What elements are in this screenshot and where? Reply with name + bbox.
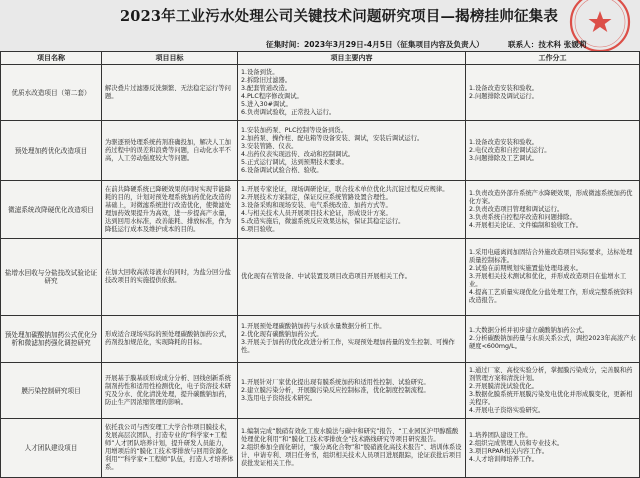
content-line: 5.改造实施后，微滤系统反应效果达标，保证其稳定运行。	[241, 217, 405, 225]
collection-time: 征集时间：2023年3月29日-4月5日（征集项目内容及负责人）	[266, 40, 484, 49]
project-name-cell: 微滤系统改降硬优化改造项目	[1, 181, 102, 238]
content-line: 1.编制完成“脱硝有效化工废水膜法与碳中和研究”报告、“工业园区沪甲醇醛酸处理优化利用”和“膜化工技术零排放全”技术路线研究等项目研究报告。	[241, 428, 459, 443]
content-line: 6.负责调试验收，正常投入运行。	[241, 108, 336, 116]
project-goal-cell: 在加大回收高浓母液水的同时，为盐分回分盐技改项目的实施提供依据。	[102, 239, 238, 315]
work-division-cell	[466, 121, 639, 180]
table-row	[1, 65, 639, 121]
division-line: 1.采用电磁离间加固结合外施改造项目实际要求，达标处理质量控制标准。	[469, 249, 633, 264]
work-division-cell	[466, 363, 639, 418]
content-line: 2.加药泵、操作柱、配电箱等设备安装、调试，安装后调试运行。	[241, 134, 424, 142]
project-goal-cell: 形成适合现场实际的预处理碳酸钠加药公式，药剂投加规范化，实现降耗的目标。	[102, 316, 238, 362]
content-line: 2.建立膜污染分析，开展膜污染反应控制标准，优化制度控制流程。	[241, 386, 430, 394]
work-division-cell	[466, 419, 639, 477]
document-title: 2023年工业污水处理公司关键技术问题研究项目—揭榜挂帅征集表	[120, 8, 559, 25]
division-line: 4.开展电子资络实验研究。	[469, 406, 545, 414]
division-line: 1.培养团队建设工作。	[469, 432, 532, 439]
table-header-row	[1, 52, 639, 65]
content-line: 3.设备采购和现场安装、电气系统改造、加药方式等。	[241, 201, 392, 209]
contact-person: 联系人：技术科 张媛莉	[508, 40, 587, 49]
division-line: 2.分析碳酸钠加药量与水质关系公式，调控2023年高浓产水硬度<600mg/L。	[469, 335, 636, 350]
content-line: 1.安装加药泵、PLC控制等设备到货。	[241, 126, 347, 134]
header-project-goal: 项目目标	[102, 52, 238, 64]
project-name-cell: 膜污染控制研究项目	[1, 363, 102, 418]
project-goal-cell: 为驱逐预处理系统药剂准确投加，解决人工加药过程中的误差和浪费等问题，自动化水平不高，人工劳动强度较大等问题。	[102, 121, 238, 180]
content-line: 优化现有在管设备、中试装置及项目改造项目开展相关工作。	[241, 273, 412, 280]
header-project-name: 项目名称	[1, 52, 102, 64]
division-line: 2.开展膜清洗试验优化。	[469, 382, 538, 390]
content-line: 5.进入30#调试。	[241, 100, 292, 108]
division-line: 3.项目RPAR相关内容工作。	[469, 448, 549, 455]
division-line: 2.电仪改造和自控调试运行。	[469, 146, 551, 154]
work-division-cell	[466, 316, 639, 362]
project-name-cell: 预处理加药优化改造项目	[1, 121, 102, 180]
division-line: 2.问题排除及调试运行。	[469, 92, 538, 100]
main-content-cell	[238, 363, 466, 418]
content-line: 2.优化现有碳酸钠加药公式。	[241, 331, 323, 338]
table-row	[1, 121, 639, 181]
project-goal-cell: 依托我公司与西安理工大学合作项目膜技术，发展高层次团队，打造专业的“科学家+工程师”人才团队培养计划，提升研发人员能力，用增项后的“膜化工技术零排放与回用资源化利用”“科学家+工程师”队伍，打造人才培养体系。	[102, 419, 238, 477]
project-goal-cell: 在前共降硬系统已降硬效果的同时实现节能降耗的目的，计划对预处理系统加药优化改造的基础上，对微滤系统进行改造优化，使微滤处理加药效果提升为高效，进一步提高产水量，达到回用水标准，改善能耗、排放标准，作为降低运行成本及维护成本的目的。	[102, 181, 238, 238]
content-line: 2.拆除旧过滤器。	[241, 76, 292, 84]
table-row	[1, 363, 639, 419]
header-main-content: 项目主要内容	[238, 52, 466, 64]
content-line: 2.开展技术方案制定，保证反应系统管路设置合理性。	[241, 193, 392, 201]
project-goal-cell: 开展基于膜基质形成成分分析、回线创新系统制剂药性和适用性检测优化，电子资溶技术研究及分水、优化清洗处理，提升碳酸钠加药，防止生产因浓缩管理的影响。	[102, 363, 238, 418]
main-content-cell	[238, 419, 466, 477]
division-line: 1.设备改造安装和验收。	[469, 84, 538, 92]
content-line: 3.安装管路、仪表。	[241, 142, 298, 150]
project-name-cell: 预处理加碳酸钠加药公式优化分析和微滤加药强化调控研究	[1, 316, 102, 362]
division-line: 3.问题排除及工艺调试。	[469, 154, 538, 162]
project-goal-cell: 解决叠片过滤器反洗频繁、无法稳定运行等问题。	[102, 65, 238, 120]
main-content-cell	[238, 316, 466, 362]
content-line: 3.选用电子资络技术研究。	[241, 394, 317, 402]
main-content-cell	[238, 121, 466, 180]
content-line: 4.与相关技术人员开展项目技术论证，形成设计方案。	[241, 209, 392, 217]
division-line: 2.负责改造项目管理和调试运行。	[469, 205, 564, 213]
content-line: 2.组织参加全面化研讨，“膜分离化合物”和“脱硝液化高技术报告”、培训体系设计、申请专利、项目任务书，组织相关技术人员项目进展跟踪，论证获批后项目获批发证相关工作。	[241, 444, 462, 467]
table-row	[1, 419, 639, 478]
work-division-cell	[466, 65, 639, 120]
content-line: 1.设备到货。	[241, 68, 279, 76]
table-row	[1, 239, 639, 316]
work-division-cell	[466, 239, 639, 315]
division-line: 3.数据化膜系统开展膜污染发电优化并形成膜变化，更新相关程序。	[469, 390, 633, 406]
content-line: 6.设备调试试验合格、验收。	[241, 166, 323, 174]
content-line: 6.项目验收。	[241, 225, 279, 233]
content-line: 5.正式运行调试，达到预期技术要求。	[241, 158, 348, 166]
collection-table	[0, 51, 640, 478]
content-line: 3.开展关于加药的优化改进分析工作，实现预处理加药量的发生控制、可操作性。	[241, 339, 455, 354]
content-line: 3.配套管道改造。	[241, 84, 292, 92]
header-work-division: 工作分工	[538, 54, 567, 62]
table-row	[1, 181, 639, 239]
division-line: 3.开展相关技术测试和优化，并形成改造项目在盐增水工业。	[469, 273, 627, 288]
division-line: 1.设备改造安装和验收。	[469, 138, 538, 146]
content-line: 4.PLC程序修改调试。	[241, 92, 303, 100]
division-line: 3.负责系统自控程序改造和问题排除。	[469, 213, 576, 221]
table-row	[1, 316, 639, 363]
division-line: 1.大数据分析并初步建立碳酸钠加药公式。	[469, 327, 589, 334]
content-line: 1.开展针对厂家优化提出现有膜系统加药和适用性控制、试验研究。	[241, 378, 430, 386]
division-line: 1.负责改造外部升系统产水降硬效果，形成微滤系统加药优化方案。	[469, 189, 633, 205]
main-content-cell	[238, 65, 466, 120]
project-name-cell: 盐增水回收与分盐技改试验论证研究	[1, 239, 102, 315]
main-content-cell	[238, 239, 466, 315]
work-division-cell	[466, 181, 639, 238]
division-line: 4.开展相关论证、文件编制和验收工作。	[469, 221, 583, 229]
division-line: 1.通过厂家、高校实验分析，掌握膜污染成分，完善膜和药剂管理方案和清洗计划。	[469, 366, 633, 382]
division-line: 4.提高工艺质量实现优化分盐处理工作，形成完整系统资料改造报告。	[469, 289, 633, 304]
division-line: 4.人才培训师培养工作。	[469, 456, 538, 463]
division-line: 2.组织完成管理人员和专业技术。	[469, 440, 564, 447]
main-content-cell	[238, 181, 466, 238]
project-name-cell: 人才团队建设项目	[1, 419, 102, 477]
content-line: 1.开展预处理碳酸钠加药与水质水量数据分析工作。	[241, 323, 386, 330]
division-line: 2.试验在前期规划实施置盐处理母液水。	[469, 265, 583, 272]
content-line: 4.出药仪表实现远传、改动和控制调试。	[241, 150, 355, 158]
project-name-cell: 优质水改造项目（第二套）	[1, 65, 102, 120]
content-line: 1.开展专家论证，现场调研论证，联合技术单位优化共沉淀过程反应规律。	[241, 185, 449, 193]
